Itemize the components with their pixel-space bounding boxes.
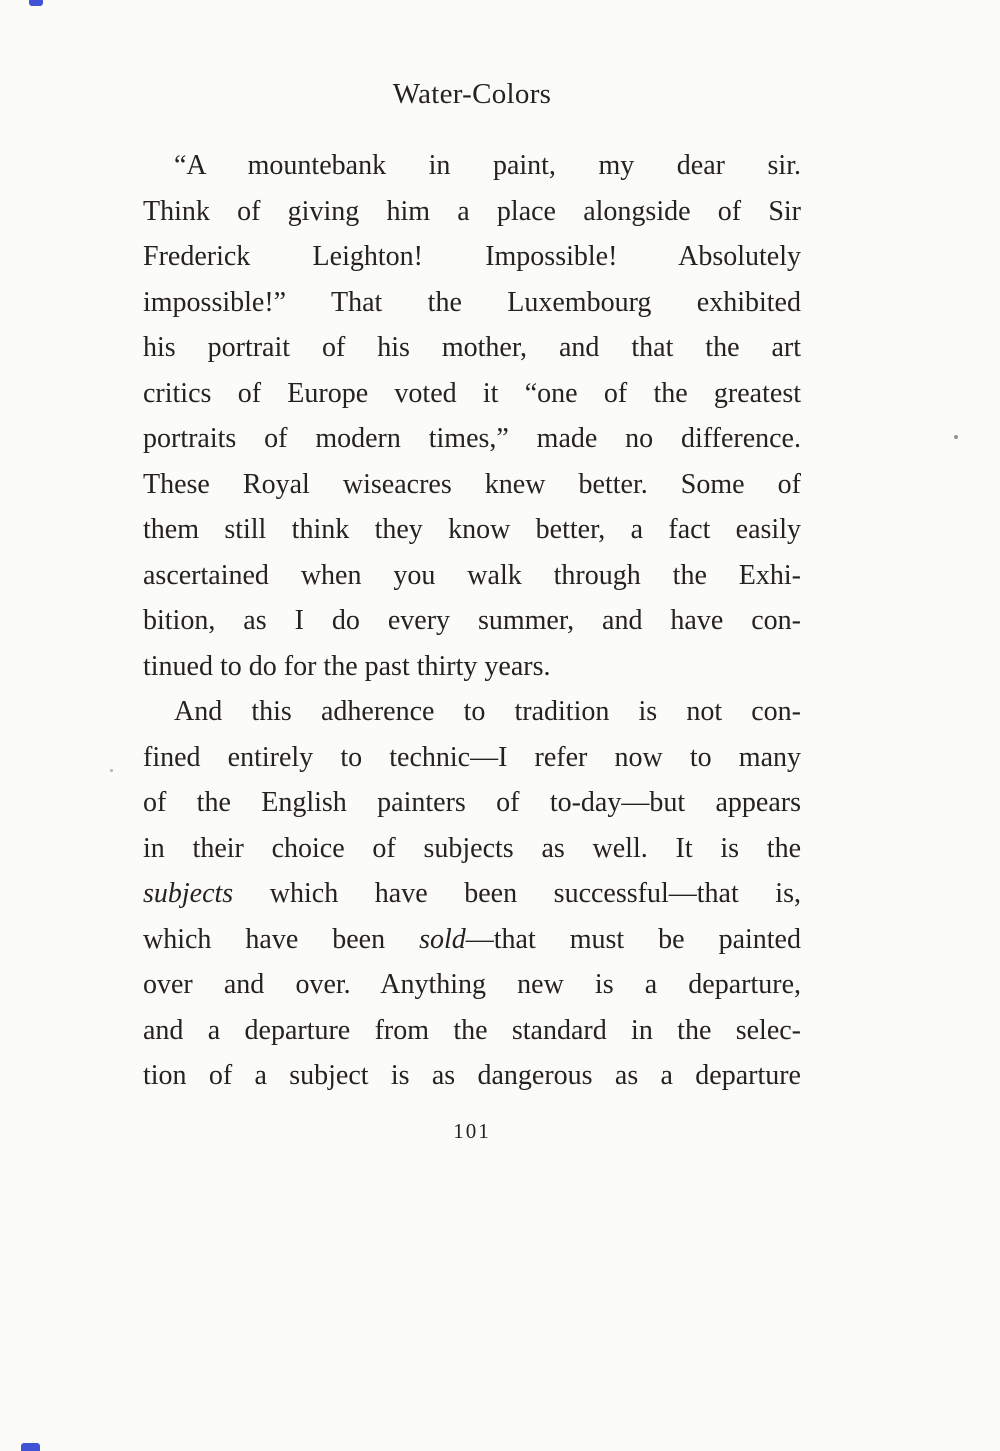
text-line: [143, 826, 801, 872]
text-line: [143, 1053, 801, 1099]
scan-artifact-top-left: [29, 0, 43, 6]
text-segment: Frederick Leighton! Impossible! Absolutely: [143, 241, 801, 272]
italic-text: sold: [419, 923, 466, 955]
text-line: [143, 325, 801, 371]
title-wrap: [143, 78, 801, 111]
text-block: [143, 143, 801, 1099]
text-segment: fined entirely to technic—I refer now to many: [143, 741, 801, 773]
text-line: [143, 416, 801, 462]
text-segment: tion of a subject is as dangerous as a departure: [143, 1060, 801, 1091]
text-segment: —that must be painted: [465, 923, 801, 955]
text-line: [143, 962, 801, 1008]
text-line: [143, 917, 801, 963]
text-segment: in their choice of subjects as well. It is the: [143, 832, 801, 864]
text-line: [143, 143, 801, 189]
text-line: [143, 234, 801, 280]
text-segment: and a departure from the standard in the selec-: [143, 1014, 801, 1046]
text-line: [143, 280, 801, 326]
text-line: [143, 462, 801, 508]
text-line: [143, 644, 801, 690]
text-line: [143, 735, 801, 781]
text-segment: his portrait of his mother, and that the art: [143, 332, 801, 363]
text-line: [143, 553, 801, 599]
text-line: [143, 189, 801, 235]
text-segment: And this adherence to tradition is not con-: [174, 696, 801, 727]
text-segment: which have been: [143, 923, 420, 955]
text-line: [143, 689, 801, 735]
text-segment: over and over. Anything new is a departure,: [143, 969, 801, 1000]
text-segment: tinued to do for the past thirty years.: [143, 650, 551, 682]
text-segment: them still think they know better, a fact easily: [143, 514, 801, 545]
italic-text: subjects: [143, 878, 234, 909]
text-segment: Think of giving him a place alongside of Sir: [143, 195, 801, 227]
page-title: Water-Colors: [392, 78, 552, 110]
page-number: 101: [453, 1118, 491, 1143]
text-segment: These Royal wiseacres knew better. Some of: [143, 468, 801, 500]
text-line: [143, 598, 801, 644]
text-segment: of the English painters of to-day—but appears: [143, 787, 801, 818]
text-segment: “A mountebank in paint, my dear sir.: [174, 150, 801, 181]
scan-speck-left: [110, 769, 113, 772]
text-segment: ascertained when you walk through the Exhi-: [143, 559, 801, 591]
text-segment: which have been successful—that is,: [233, 878, 801, 909]
text-line: [143, 507, 801, 553]
text-segment: impossible!” That the Luxembourg exhibited: [143, 286, 801, 318]
text-line: [143, 780, 801, 826]
text-line: [143, 871, 801, 917]
scan-speck-right: [954, 435, 958, 439]
text-line: [143, 1008, 801, 1054]
scan-artifact-bottom-left: [21, 1443, 40, 1451]
text-segment: critics of Europe voted it “one of the greatest: [143, 377, 801, 409]
text-line: [143, 371, 801, 417]
text-segment: portraits of modern times,” made no difference.: [143, 423, 801, 454]
text-segment: bition, as I do every summer, and have con-: [143, 605, 801, 636]
